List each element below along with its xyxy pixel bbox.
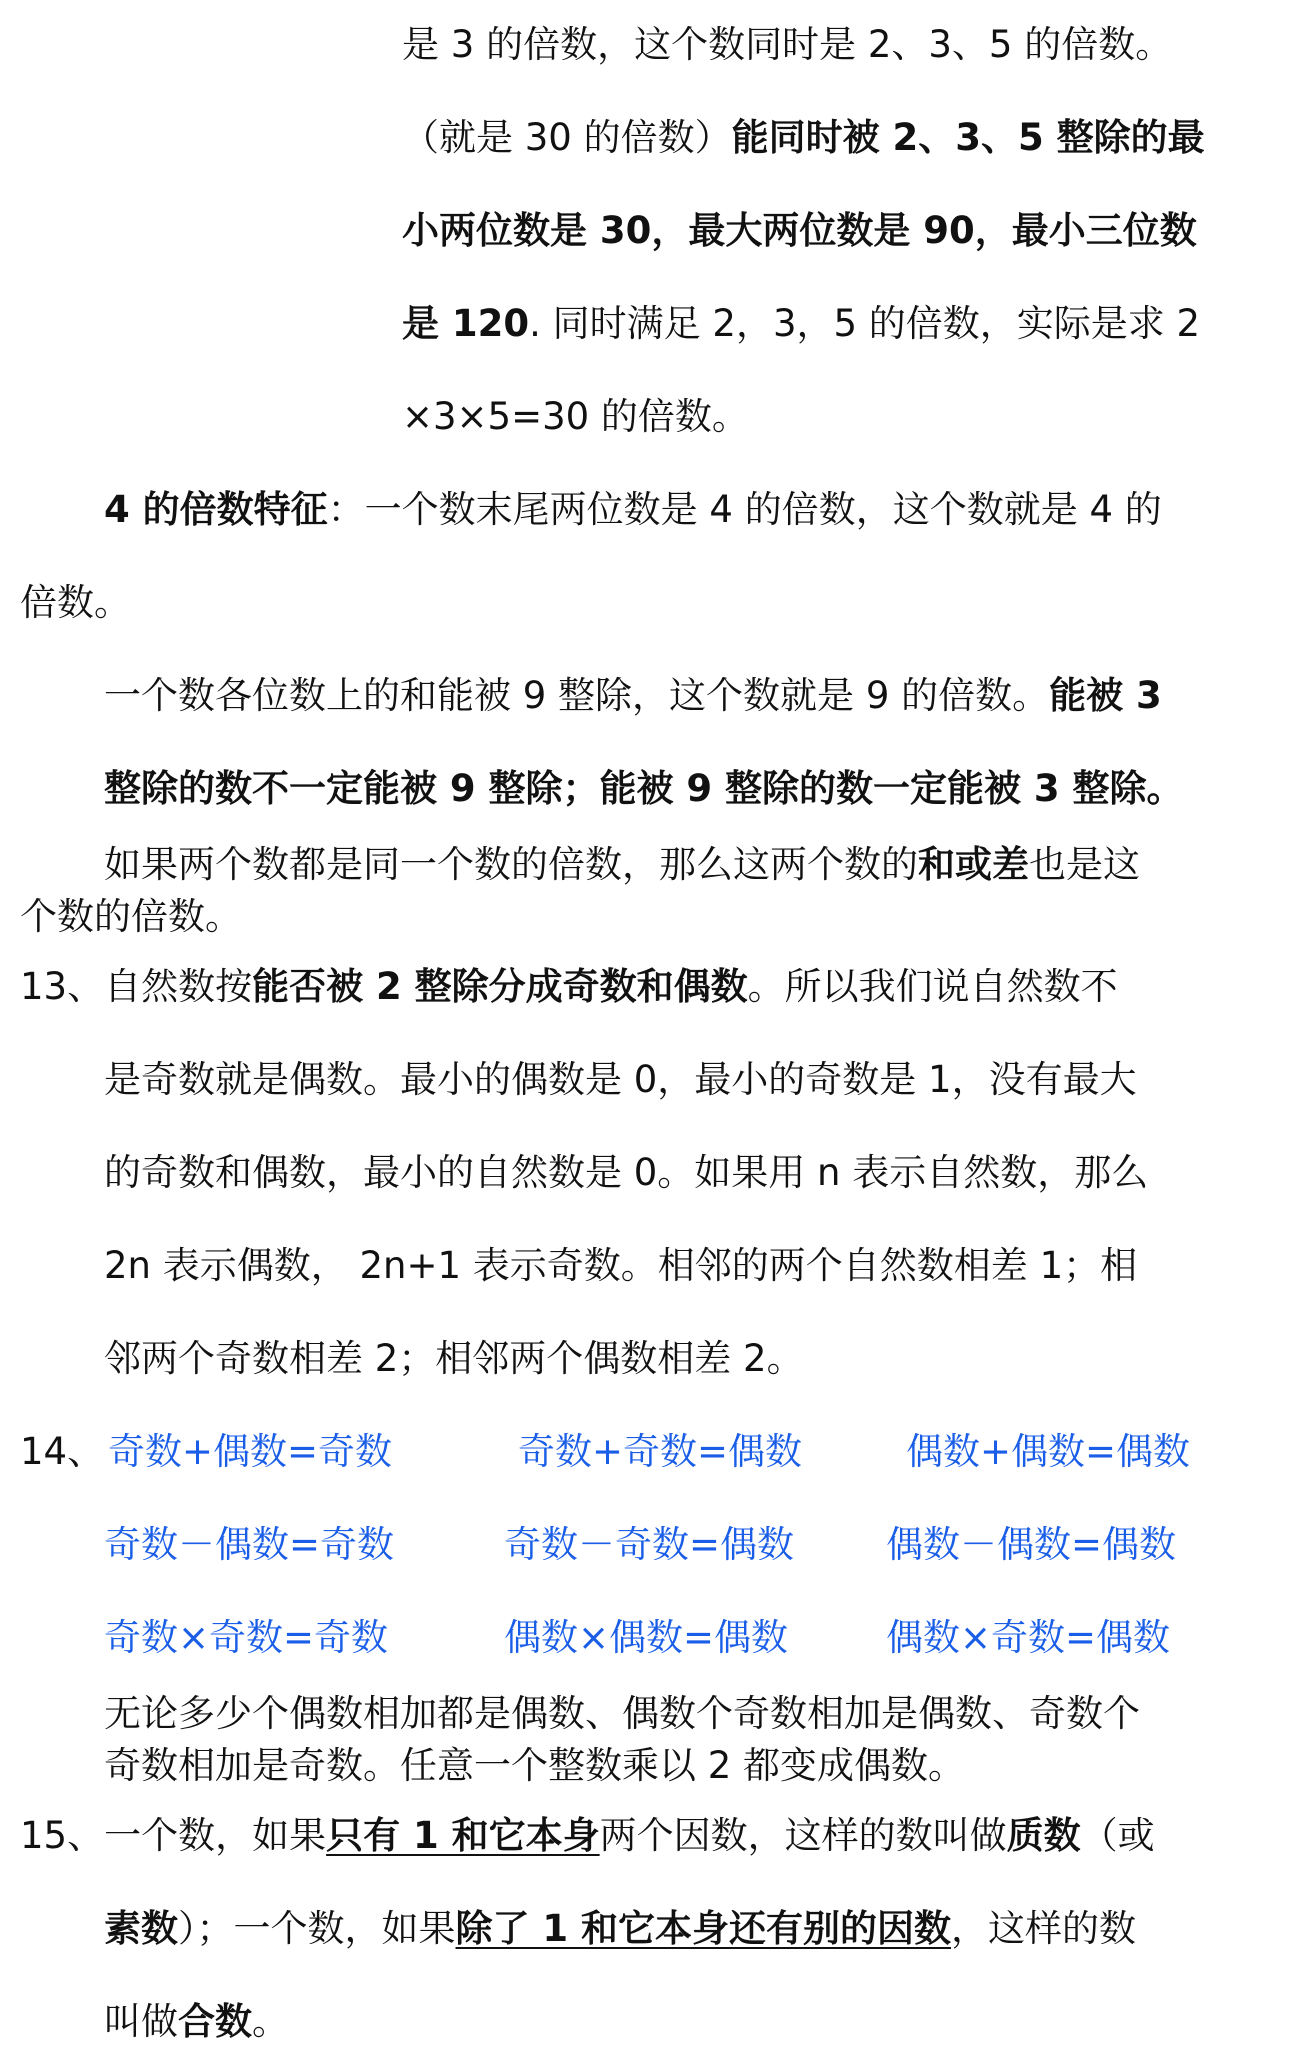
text-line [402, 113, 1205, 163]
item15-line1c: 两个因数，这样的数叫做 [599, 1814, 1007, 1857]
item15-term-composite: 合数 [178, 2000, 252, 2043]
multiple9-line1b: 能被 3 [1049, 674, 1162, 717]
text-line [104, 485, 1162, 535]
text-line [104, 840, 1140, 890]
item13-line1c: 。所以我们说自然数不 [747, 965, 1118, 1008]
sumdiff-line1a: 如果两个数都是同一个数的倍数，那么这两个数的 [104, 843, 918, 886]
text-line [104, 1741, 965, 1791]
multiple235-line5: ×3×5=30 的倍数。 [402, 395, 749, 438]
text-line [20, 578, 131, 628]
rule-odd-plus-odd: 奇数+奇数=偶数 [518, 1430, 803, 1473]
item15-number: 15、 [20, 1814, 105, 1857]
item15-line3a: 叫做 [104, 2000, 178, 2043]
item15-term-prime-alt: 素数 [104, 1907, 178, 1950]
multiple235-line2a: （就是 30 的倍数） [402, 116, 732, 159]
item13-line1a: 自然数按 [104, 965, 253, 1008]
rule-odd-minus-odd: 奇数－奇数=偶数 [504, 1523, 795, 1566]
text-line [104, 1689, 1140, 1739]
item15-term-prime: 质数 [1006, 1814, 1081, 1857]
rule-odd-plus-even: 奇数+偶数=奇数 [108, 1430, 393, 1473]
multiple4-heading: 4 的倍数特征 [104, 488, 328, 531]
item13-line5: 邻两个奇数相差 2；相邻两个偶数相差 2。 [104, 1337, 804, 1380]
text-line [402, 392, 749, 442]
item15-line1e: （或 [1080, 1814, 1155, 1857]
multiple235-line4a: 是 120 [402, 302, 530, 345]
item14-note1: 无论多少个偶数相加都是偶数、偶数个奇数相加是偶数、奇数个 [104, 1692, 1140, 1735]
multiple235-line3: 小两位数是 30，最大两位数是 90，最小三位数 [402, 209, 1197, 252]
rule-even-plus-even: 偶数+偶数=偶数 [906, 1430, 1191, 1473]
item13-line2: 是奇数就是偶数。最小的偶数是 0，最小的奇数是 1，没有最大 [104, 1058, 1137, 1101]
text-line [20, 1811, 1155, 1861]
item15-line1a: 一个数，如果 [104, 1814, 327, 1857]
text-line [104, 1904, 1136, 1954]
item15-line1b: 只有 1 和它本身 [326, 1814, 600, 1857]
multiple9-line2: 整除的数不一定能被 9 整除；能被 9 整除的数一定能被 3 整除。 [104, 767, 1184, 810]
rule-odd-minus-even: 奇数－偶数=奇数 [104, 1523, 395, 1566]
multiple4-colon: ： [327, 488, 365, 531]
text-line [104, 1148, 1148, 1198]
text-line [402, 20, 1172, 70]
text-line [20, 892, 242, 942]
item15-line2b: ）；一个数，如果 [178, 1907, 456, 1950]
text-line [104, 1055, 1137, 1105]
item15-line2c: 除了 1 和它本身还有别的因数 [455, 1907, 952, 1950]
sumdiff-line1b: 和或差 [918, 843, 1029, 886]
text-line [104, 1334, 804, 1384]
multiple235-line2b: 能同时被 2、3、5 整除的最 [731, 116, 1205, 159]
rule-even-times-odd: 偶数×奇数=偶数 [886, 1616, 1171, 1659]
item15-line2d: ，这样的数 [951, 1907, 1137, 1950]
text-line [104, 671, 1162, 721]
item13-line1b: 能否被 2 整除分成奇数和偶数 [252, 965, 748, 1008]
multiple9-line1a: 一个数各位数上的和能被 9 整除，这个数就是 9 的倍数。 [104, 674, 1050, 717]
sumdiff-line2: 个数的倍数。 [20, 895, 242, 938]
item13-number: 13、 [20, 965, 105, 1008]
item13-line3: 的奇数和偶数，最小的自然数是 0。如果用 n 表示自然数，那么 [104, 1151, 1149, 1194]
item15-line3c: 。 [252, 2000, 289, 2043]
rule-even-minus-even: 偶数－偶数=偶数 [886, 1523, 1177, 1566]
text-line [104, 764, 1184, 814]
text-line [104, 1241, 1137, 1291]
multiple4-line1: 一个数末尾两位数是 4 的倍数，这个数就是 4 的 [364, 488, 1162, 531]
text-line [20, 962, 1118, 1012]
rule-even-times-even: 偶数×偶数=偶数 [504, 1616, 789, 1659]
sumdiff-line1c: 也是这 [1029, 843, 1140, 886]
text-line [402, 206, 1197, 256]
text-line [402, 299, 1200, 349]
rule-odd-times-odd: 奇数×奇数=奇数 [104, 1616, 389, 1659]
item14-number: 14、 [20, 1430, 105, 1473]
item13-line4: 2n 表示偶数， 2n+1 表示奇数。相邻的两个自然数相差 1；相 [104, 1244, 1138, 1287]
item14-note2: 奇数相加是奇数。任意一个整数乘以 2 都变成偶数。 [104, 1744, 966, 1787]
multiple235-line1: 是 3 的倍数，这个数同时是 2、3、5 的倍数。 [402, 23, 1173, 66]
multiple4-line2: 倍数。 [20, 581, 131, 624]
text-line [104, 1997, 289, 2047]
multiple235-line4b: . 同时满足 2，3，5 的倍数，实际是求 2 [529, 302, 1201, 345]
